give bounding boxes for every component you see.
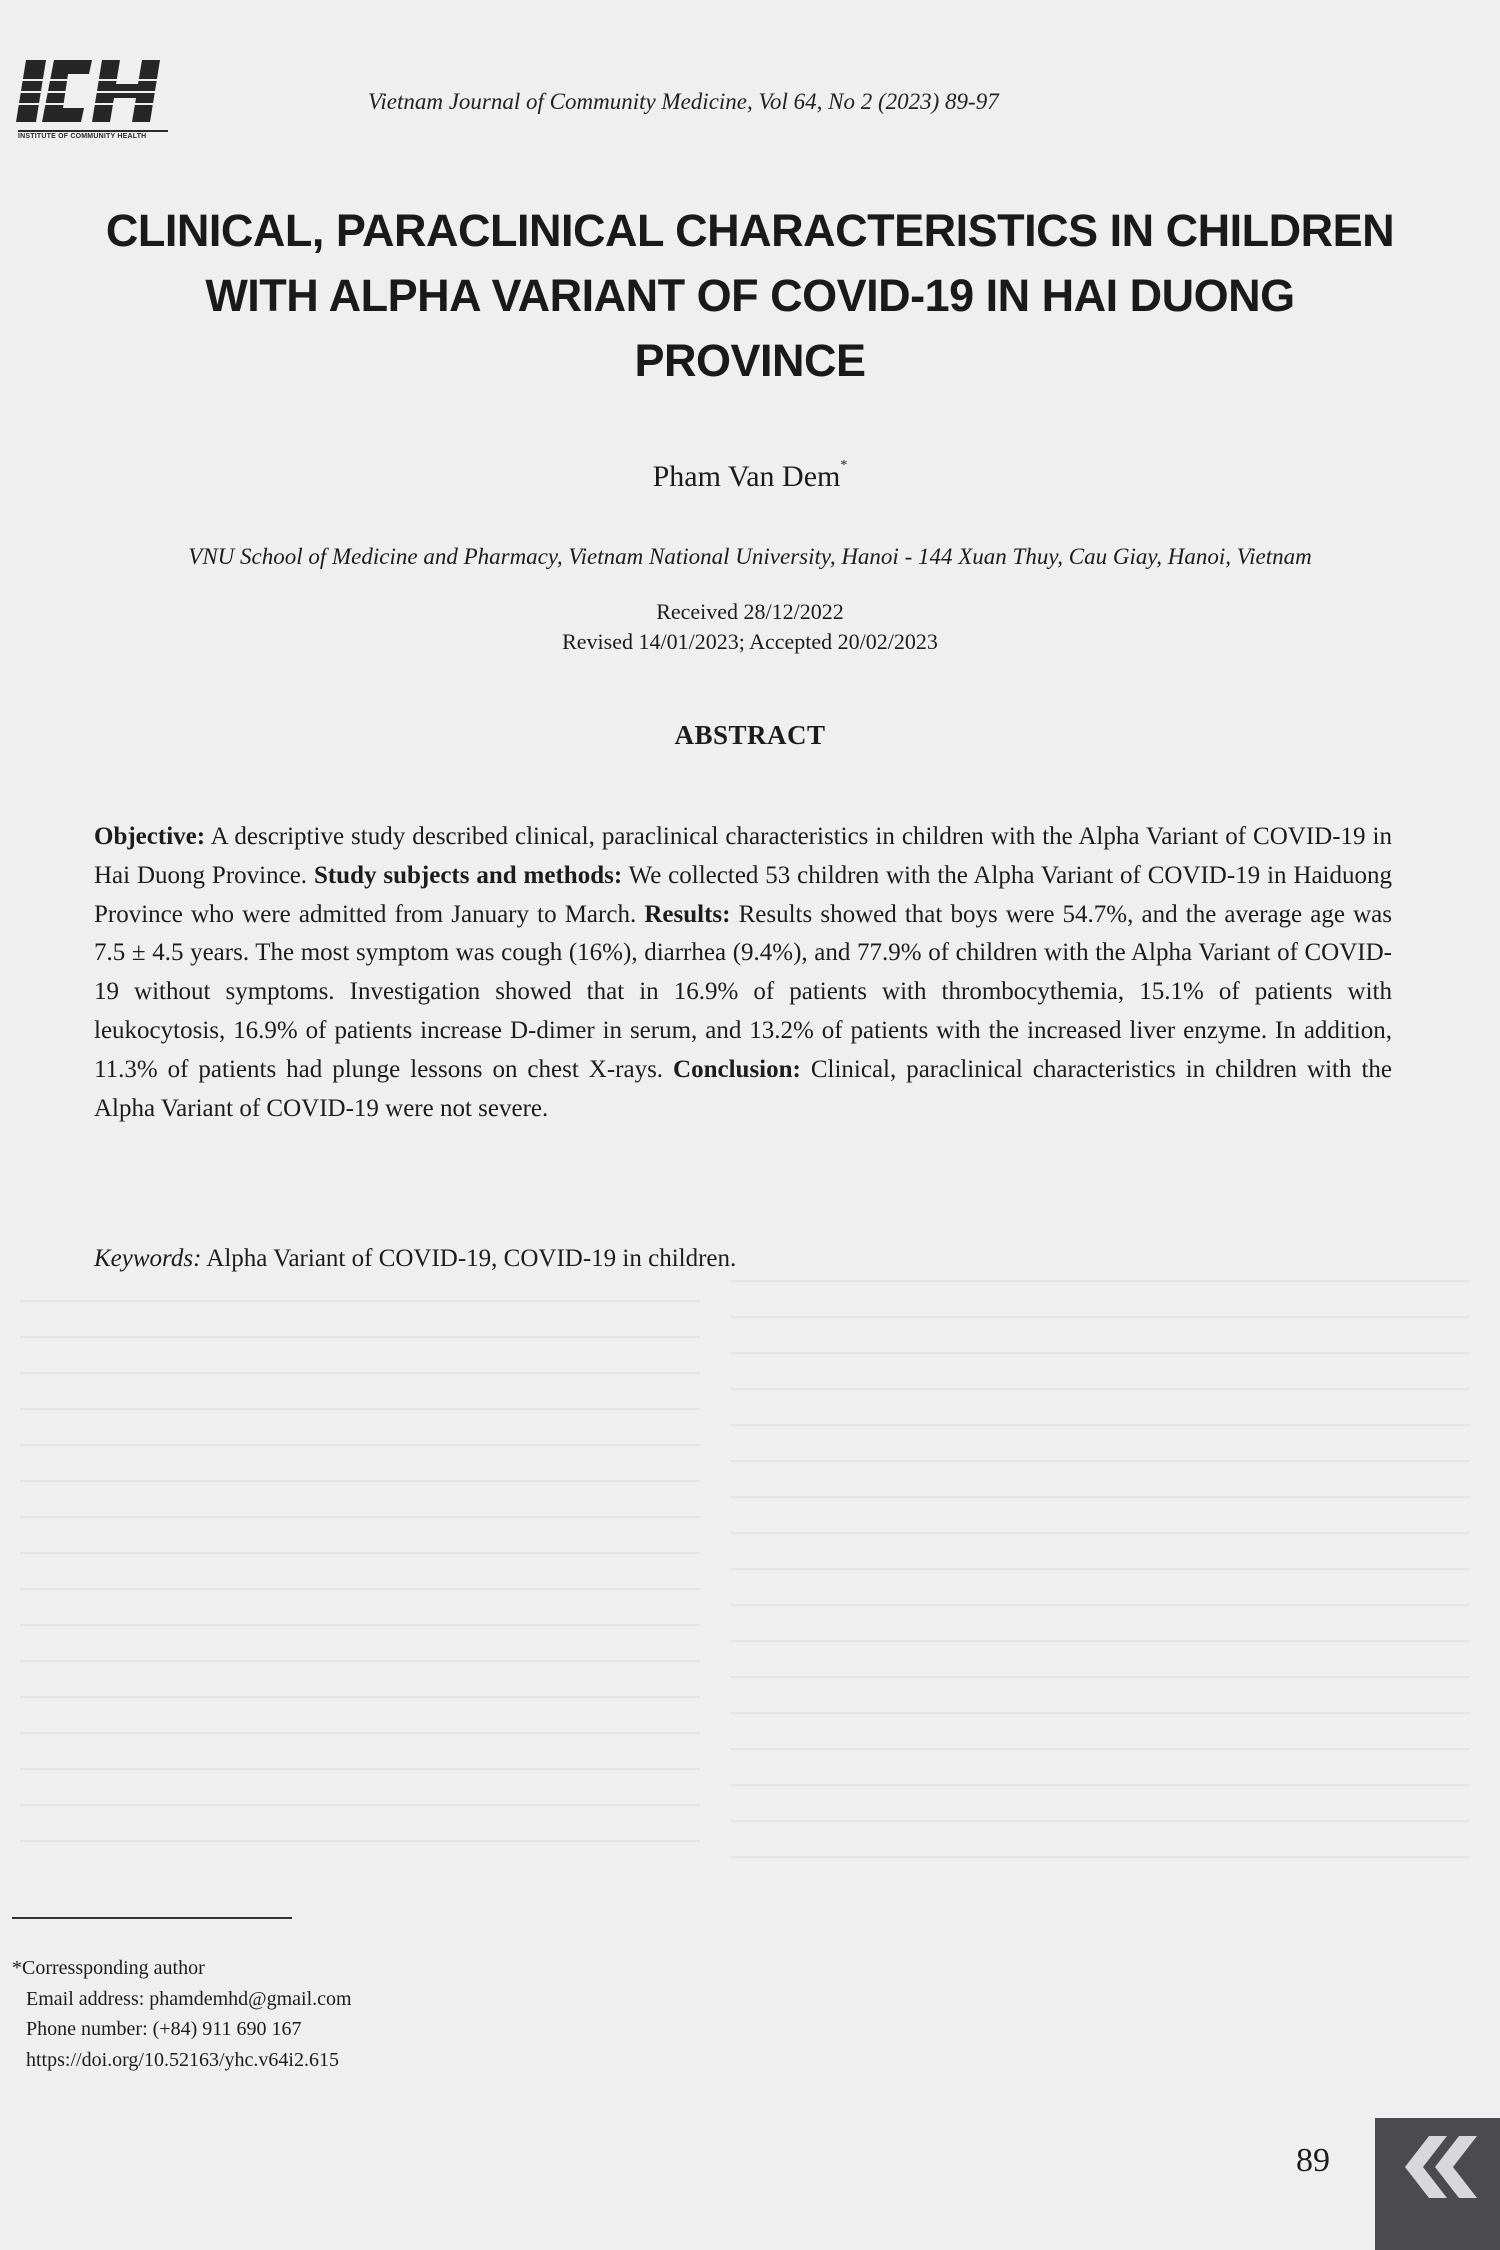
double-chevron-left-icon (1389, 2132, 1479, 2202)
footnote (12, 1953, 352, 2075)
title-line-3: PROVINCE (634, 335, 866, 386)
author-phone: Phone number: (+84) 911 690 167 (26, 2018, 302, 2040)
conclusion-text: Clinical, paraclinical characteristics in children with the Alpha Variant of COVID-19 were not severe. (94, 1055, 1392, 1122)
article-title (40, 198, 1460, 393)
corresponding-author: *Corressponding author (12, 1957, 205, 1979)
results-text: Results showed that boys were 54.7%, and the average age was 7.5 ± 4.5 years. The most symptom was cough (16%), diarrhea (9.4%), and 77.9% of children with the Alpha Variant of COVID-19 without symptoms. Investigation showed that in 16.9% of patients with thrombocythemia, 15.1% of patients with leukocytosis, 16.9% of patients increase D-dimer in serum, and 13.2% of patients with the increased liver enzyme. In addition, 11.3% of patients had plunge lessons on chest X-rays. (94, 900, 1392, 1083)
page-number: 89 (1296, 2142, 1330, 2179)
logo-subtext: INSTITUTE OF COMMUNITY HEALTH (18, 130, 168, 143)
title-line-1: CLINICAL, PARACLINICAL CHARACTERISTICS IN CHILDREN (105, 205, 1395, 256)
abstract-body (94, 818, 1392, 1128)
received-date: Received 28/12/2022 (656, 599, 844, 624)
footnote-divider (12, 1917, 292, 1919)
keywords-text: Alpha Variant of COVID-19, COVID-19 in children. (201, 1245, 737, 1272)
revised-accepted-date: Revised 14/01/2023; Accepted 20/02/2023 (562, 629, 938, 654)
abstract-heading: ABSTRACT (674, 720, 826, 750)
author-email: Email address: phamdemhd@gmail.com (26, 1987, 352, 2010)
author-name: Pham Van Dem (652, 460, 841, 493)
bleed-through-left (20, 1300, 700, 1860)
objective-text: A descriptive study described clinical, paraclinical characteristics in children with the Alpha Variant of COVID-19 in Hai Duong Province. (94, 823, 1392, 889)
methods-label: Study subjects and methods: (313, 861, 623, 889)
results-label: Results: (644, 900, 731, 928)
title-line-2: WITH ALPHA VARIANT OF COVID-19 IN HAI DUONG (205, 270, 1295, 321)
doi-link: https://doi.org/10.52163/yhc.v64i2.615 (26, 2048, 339, 2071)
journal-citation: Vietnam Journal of Community Medicine, Vol 64, No 2 (2023) 89-97 (368, 89, 999, 114)
author-mark: * (840, 458, 848, 473)
objective-label: Objective: (94, 823, 206, 850)
bleed-through-right (730, 1280, 1470, 1860)
conclusion-label: Conclusion: (673, 1055, 801, 1083)
author-line (0, 460, 1500, 494)
article-dates (0, 597, 1500, 657)
keywords-label: Keywords: (94, 1245, 202, 1272)
ich-logo-icon (16, 58, 166, 124)
page-corner-tab (1375, 2118, 1500, 2250)
keywords-line (94, 1245, 736, 1273)
affiliation: VNU School of Medicine and Pharmacy, Vietnam National University, Hanoi - 144 Xuan Thuy, Cau Giay, Hanoi, Vietnam (188, 544, 1312, 569)
institute-logo (16, 58, 166, 144)
methods-text: We collected 53 children with the Alpha Variant of COVID-19 in Haiduong Province who were admitted from January to March. (94, 861, 1392, 928)
